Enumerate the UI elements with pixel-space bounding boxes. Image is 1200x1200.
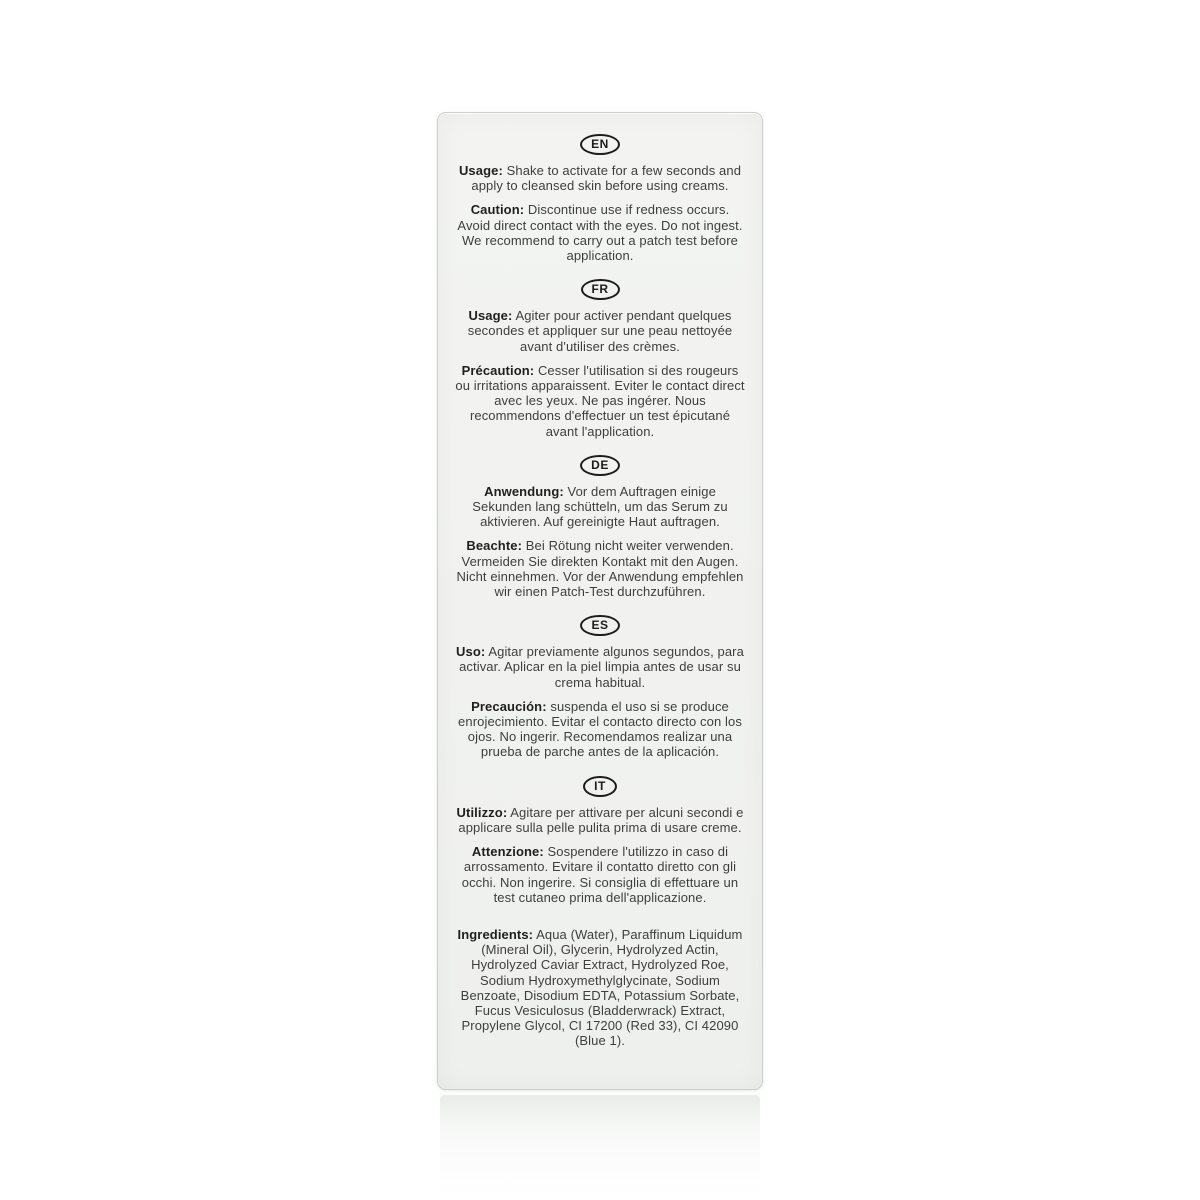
caution-label-fr: Précaution:	[461, 362, 535, 378]
packaging-back-panel	[437, 112, 763, 1090]
section-fr	[454, 272, 746, 439]
section-de	[454, 448, 746, 599]
caution-paragraph-fr	[454, 363, 746, 439]
caution-text-it: Sospendere l'utilizzo in caso di arrossamento. Evitare il contatto diretto con gli occhi. Non ingerire. Si consiglia di effettuare un test cutaneo prima dell'applicazione.	[461, 844, 739, 905]
ingredients-label: Ingredients:	[457, 926, 534, 942]
caution-paragraph-de	[454, 538, 746, 599]
section-es	[454, 608, 746, 759]
caution-paragraph-en	[454, 202, 746, 263]
usage-text-it: Agitare per attivare per alcuni secondi e applicare sulla pelle pulita prima di usare creme.	[458, 804, 744, 835]
language-badge-fr: FR	[581, 279, 620, 300]
caution-label-de: Beachte:	[466, 538, 523, 554]
caution-text-es: suspenda el uso si se produce enrojecimiento. Evitar el contacto directo con los ojos. No ingerir. Recomendamos realizar una prueba de parche antes de la aplicación.	[458, 698, 742, 760]
caution-paragraph-es	[454, 699, 746, 760]
panel-reflection	[440, 1095, 760, 1195]
usage-text-de: Vor dem Auftragen einige Sekunden lang schütteln, um das Serum zu aktivieren. Auf gereinigte Haut auftragen.	[472, 483, 728, 530]
usage-text-en: Shake to activate for a few seconds and apply to cleansed skin before using creams.	[471, 163, 742, 194]
caution-text-en: Discontinue use if redness occurs. Avoid direct contact with the eyes. Do not ingest. We recommend to carry out a patch test before application.	[457, 202, 743, 264]
language-badge-de: DE	[580, 455, 620, 476]
usage-label-en: Usage:	[458, 163, 503, 178]
usage-label-it: Utilizzo:	[456, 804, 508, 820]
caution-label-it: Attenzione:	[471, 844, 544, 860]
usage-paragraph-en	[454, 163, 746, 193]
section-en	[454, 127, 746, 263]
usage-paragraph-de	[454, 484, 746, 530]
usage-text-es: Agitar previamente algunos segundos, para activar. Aplicar en la piel limpia antes de usar su crema habitual.	[459, 644, 744, 690]
language-badge-it: IT	[583, 776, 617, 797]
usage-label-de: Anwendung:	[484, 483, 564, 499]
usage-label-fr: Usage:	[468, 308, 513, 324]
caution-text-fr: Cesser l'utilisation si des rougeurs ou irritations apparaissent. Eviter le contact direct avec les yeux. Ne pas ingérer. Nous recommendons d'effectuer un test épicutané avant l'application.	[455, 362, 745, 439]
usage-text-fr: Agiter pour activer pendant quelques secondes et appliquer sur une peau nettoyée avant d'utiliser des crèmes.	[467, 308, 733, 354]
caution-text-de: Bei Rötung nicht weiter verwenden. Vermeiden Sie direkten Kontakt mit den Augen. Nicht einnehmen. Vor der Anwendung empfehlen wir einen Patch-Test durchzuführen.	[456, 538, 744, 600]
caution-label-en: Caution:	[470, 202, 525, 218]
caution-paragraph-it	[454, 844, 746, 905]
caution-label-es: Precaución:	[471, 698, 547, 714]
ingredients-paragraph	[454, 927, 746, 1049]
usage-label-es: Uso:	[456, 644, 486, 660]
section-it	[454, 769, 746, 905]
language-badge-en: EN	[580, 134, 620, 155]
language-badge-es: ES	[580, 615, 619, 636]
usage-paragraph-fr	[454, 308, 746, 354]
ingredients-text: Aqua (Water), Paraffinum Liquidum (Mineral Oil), Glycerin, Hydrolyzed Actin, Hydrolyzed Caviar Extract, Hydrolyzed Roe, Sodium Hydroxymethylglycinate, Sodium Benzoate, Disodium EDTA, Potassium Sorbate, Fucus Vesiculosus (Bladderwrack) Extract, Propylene Glycol, CI 17200 (Red 33), CI 42090 (Blue 1).	[460, 926, 743, 1049]
usage-paragraph-it	[454, 805, 746, 835]
usage-paragraph-es	[454, 644, 746, 690]
